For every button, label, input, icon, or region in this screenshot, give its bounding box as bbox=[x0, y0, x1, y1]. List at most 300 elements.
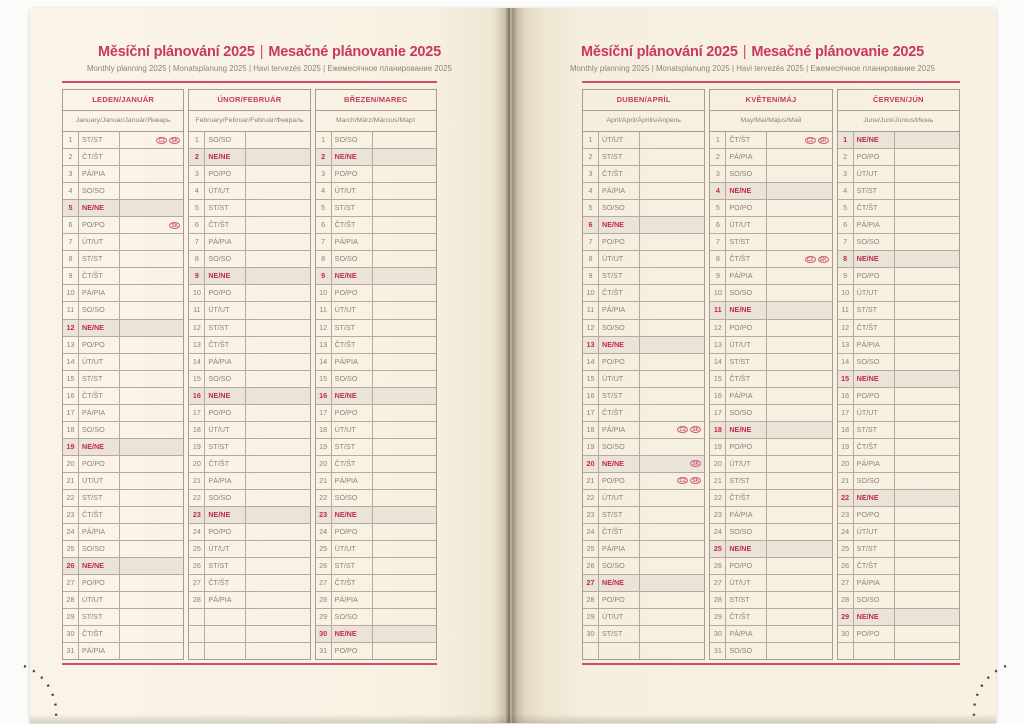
day-number: 2 bbox=[710, 149, 726, 165]
day-row bbox=[316, 490, 436, 507]
notes-cell bbox=[895, 268, 959, 284]
day-row bbox=[63, 609, 183, 626]
notes-cell bbox=[246, 320, 309, 336]
notes-cell bbox=[120, 609, 183, 625]
day-row bbox=[838, 268, 959, 285]
day-abbrev: ÚT/UT bbox=[79, 592, 120, 608]
bottom-rule bbox=[582, 663, 960, 665]
day-row bbox=[63, 302, 183, 319]
notes-cell bbox=[767, 268, 831, 284]
notes-cell bbox=[120, 405, 183, 421]
day-number: 4 bbox=[838, 183, 854, 199]
day-number: 20 bbox=[838, 456, 854, 472]
notes-cell bbox=[640, 132, 704, 148]
day-number: 18 bbox=[189, 422, 205, 438]
day-abbrev: NE/NE bbox=[79, 439, 120, 455]
day-number: 19 bbox=[583, 439, 599, 455]
day-row bbox=[710, 507, 831, 524]
day-abbrev: ÚT/UT bbox=[599, 371, 640, 387]
day-abbrev: ČT/ŠT bbox=[79, 626, 120, 642]
day-abbrev: PO/PO bbox=[726, 200, 767, 216]
notes-cell bbox=[895, 132, 959, 148]
day-row bbox=[838, 388, 959, 405]
day-row-sunday bbox=[710, 541, 831, 558]
day-abbrev: NE/NE bbox=[854, 490, 895, 506]
day-number: 4 bbox=[63, 183, 79, 199]
day-number: 25 bbox=[710, 541, 726, 557]
day-abbrev: ÚT/UT bbox=[726, 456, 767, 472]
day-number: 23 bbox=[63, 507, 79, 523]
day-row bbox=[189, 320, 309, 337]
day-abbrev: ST/ST bbox=[599, 149, 640, 165]
day-number: 9 bbox=[189, 268, 205, 284]
notes-cell bbox=[373, 490, 436, 506]
day-row-sunday bbox=[189, 268, 309, 285]
notes-cell bbox=[373, 643, 436, 659]
day-number: 19 bbox=[838, 439, 854, 455]
day-abbrev: ST/ST bbox=[79, 251, 120, 267]
day-row bbox=[189, 234, 309, 251]
day-abbrev bbox=[205, 643, 246, 659]
notes-cell bbox=[640, 422, 704, 438]
page-bottom-shade bbox=[30, 714, 509, 723]
notes-cell bbox=[120, 268, 183, 284]
notes-cell bbox=[373, 371, 436, 387]
day-row bbox=[316, 183, 436, 200]
day-number: 23 bbox=[583, 507, 599, 523]
day-row bbox=[63, 285, 183, 302]
notes-cell bbox=[246, 371, 309, 387]
day-row bbox=[316, 575, 436, 592]
notes-cell bbox=[895, 422, 959, 438]
day-number: 17 bbox=[316, 405, 332, 421]
day-row bbox=[838, 166, 959, 183]
day-abbrev: NE/NE bbox=[854, 251, 895, 267]
day-number: 10 bbox=[583, 285, 599, 301]
day-abbrev: ÚT/UT bbox=[79, 234, 120, 250]
day-row bbox=[710, 405, 831, 422]
day-number: 29 bbox=[583, 609, 599, 625]
day-abbrev: PÁ/PIA bbox=[599, 302, 640, 318]
holiday-badge-sk: SK bbox=[690, 426, 701, 433]
months-grid bbox=[582, 89, 960, 660]
notes-cell bbox=[246, 456, 309, 472]
day-number: 23 bbox=[316, 507, 332, 523]
day-number: 26 bbox=[838, 558, 854, 574]
day-number: 24 bbox=[316, 524, 332, 540]
day-abbrev: NE/NE bbox=[205, 149, 246, 165]
day-number: 23 bbox=[838, 507, 854, 523]
notes-cell bbox=[767, 200, 831, 216]
day-number: 7 bbox=[316, 234, 332, 250]
day-row bbox=[838, 405, 959, 422]
day-abbrev: PO/PO bbox=[332, 285, 373, 301]
day-row bbox=[316, 643, 436, 659]
day-row bbox=[316, 558, 436, 575]
notes-cell bbox=[373, 541, 436, 557]
day-abbrev: ČT/ŠT bbox=[726, 132, 767, 148]
day-number: 27 bbox=[583, 575, 599, 591]
notes-cell bbox=[895, 320, 959, 336]
page-title-slovak: Mesačné plánovanie 2025 bbox=[751, 44, 925, 60]
left-page bbox=[30, 8, 509, 723]
day-abbrev: ÚT/UT bbox=[599, 609, 640, 625]
day-abbrev: ÚT/UT bbox=[726, 337, 767, 353]
day-number: 18 bbox=[710, 422, 726, 438]
day-number: 30 bbox=[583, 626, 599, 642]
day-row bbox=[583, 371, 704, 388]
notes-cell bbox=[246, 507, 309, 523]
day-row bbox=[316, 371, 436, 388]
notes-cell bbox=[373, 558, 436, 574]
day-number: 28 bbox=[838, 592, 854, 608]
day-row bbox=[316, 405, 436, 422]
day-number: 7 bbox=[583, 234, 599, 250]
notes-cell bbox=[120, 200, 183, 216]
day-number: 28 bbox=[63, 592, 79, 608]
day-row bbox=[63, 405, 183, 422]
day-abbrev: PO/PO bbox=[79, 575, 120, 591]
notes-cell bbox=[640, 575, 704, 591]
notes-cell bbox=[895, 592, 959, 608]
day-number: 27 bbox=[316, 575, 332, 591]
day-number: 13 bbox=[838, 337, 854, 353]
day-abbrev: SO/SO bbox=[599, 558, 640, 574]
holiday-badge-sk: SK bbox=[818, 256, 829, 263]
day-row bbox=[710, 456, 831, 473]
day-row bbox=[583, 541, 704, 558]
notes-cell bbox=[246, 558, 309, 574]
day-number: 2 bbox=[63, 149, 79, 165]
day-abbrev: ČT/ŠT bbox=[332, 575, 373, 591]
day-number: 1 bbox=[189, 132, 205, 148]
notes-cell bbox=[373, 354, 436, 370]
day-row bbox=[63, 268, 183, 285]
day-number: 18 bbox=[838, 422, 854, 438]
day-number: 12 bbox=[316, 320, 332, 336]
notes-cell bbox=[895, 183, 959, 199]
day-abbrev: ST/ST bbox=[854, 422, 895, 438]
day-abbrev: SO/SO bbox=[854, 354, 895, 370]
month-name-label: ÚNOR/FEBRUÁR bbox=[189, 90, 309, 111]
day-number: 29 bbox=[838, 609, 854, 625]
day-abbrev: NE/NE bbox=[79, 558, 120, 574]
notes-cell bbox=[373, 302, 436, 318]
day-row bbox=[838, 524, 959, 541]
notes-cell bbox=[767, 609, 831, 625]
notes-cell bbox=[246, 217, 309, 233]
day-abbrev: SO/SO bbox=[599, 320, 640, 336]
day-row bbox=[63, 626, 183, 643]
notes-cell bbox=[640, 200, 704, 216]
day-abbrev: PÁ/PIA bbox=[205, 473, 246, 489]
notes-cell bbox=[246, 575, 309, 591]
day-row bbox=[710, 626, 831, 643]
day-row bbox=[189, 575, 309, 592]
month-languages-label: January/Januar/Január/Январь bbox=[63, 111, 183, 132]
day-abbrev: ČT/ŠT bbox=[332, 217, 373, 233]
day-number: 19 bbox=[710, 439, 726, 455]
day-number: 20 bbox=[583, 456, 599, 472]
day-abbrev: SO/SO bbox=[332, 371, 373, 387]
notes-cell bbox=[895, 166, 959, 182]
day-abbrev: ST/ST bbox=[726, 354, 767, 370]
page-bottom-shade bbox=[509, 714, 996, 723]
day-row bbox=[316, 302, 436, 319]
day-number: 11 bbox=[63, 302, 79, 318]
day-number: 16 bbox=[583, 388, 599, 404]
day-number: 6 bbox=[316, 217, 332, 233]
notes-cell bbox=[767, 285, 831, 301]
day-number: 1 bbox=[710, 132, 726, 148]
day-row bbox=[583, 285, 704, 302]
notes-cell bbox=[895, 337, 959, 353]
day-number: 5 bbox=[710, 200, 726, 216]
day-row bbox=[710, 388, 831, 405]
day-abbrev: NE/NE bbox=[79, 200, 120, 216]
day-row bbox=[316, 473, 436, 490]
day-abbrev: PO/PO bbox=[332, 405, 373, 421]
day-abbrev: PÁ/PIA bbox=[79, 405, 120, 421]
day-row bbox=[583, 439, 704, 456]
notes-cell bbox=[120, 234, 183, 250]
day-abbrev: ST/ST bbox=[205, 558, 246, 574]
notes-cell bbox=[246, 388, 309, 404]
notes-cell bbox=[767, 558, 831, 574]
day-row bbox=[63, 217, 183, 234]
day-number: 3 bbox=[63, 166, 79, 182]
notes-cell bbox=[895, 643, 959, 659]
notes-cell bbox=[373, 473, 436, 489]
notes-cell bbox=[640, 285, 704, 301]
notes-cell bbox=[767, 320, 831, 336]
day-row-sunday bbox=[63, 439, 183, 456]
notes-cell bbox=[373, 166, 436, 182]
day-row bbox=[583, 490, 704, 507]
day-abbrev: ÚT/UT bbox=[332, 422, 373, 438]
day-row bbox=[583, 166, 704, 183]
day-row bbox=[316, 234, 436, 251]
day-row bbox=[316, 541, 436, 558]
day-abbrev: PÁ/PIA bbox=[854, 456, 895, 472]
day-row bbox=[838, 592, 959, 609]
notes-cell bbox=[373, 337, 436, 353]
day-row bbox=[583, 643, 704, 659]
month-name-label: KVĚTEN/MÁJ bbox=[710, 90, 831, 111]
day-number: 31 bbox=[316, 643, 332, 659]
day-number: 2 bbox=[189, 149, 205, 165]
day-abbrev: PÁ/PIA bbox=[205, 234, 246, 250]
notes-cell bbox=[373, 285, 436, 301]
day-number: 10 bbox=[189, 285, 205, 301]
day-row bbox=[710, 354, 831, 371]
notes-cell bbox=[640, 183, 704, 199]
day-abbrev: NE/NE bbox=[599, 217, 640, 233]
notes-cell bbox=[120, 524, 183, 540]
day-abbrev: ČT/ŠT bbox=[599, 405, 640, 421]
day-number: 30 bbox=[316, 626, 332, 642]
day-abbrev: PÁ/PIA bbox=[726, 507, 767, 523]
day-number: 19 bbox=[189, 439, 205, 455]
notes-cell bbox=[640, 609, 704, 625]
day-row bbox=[63, 251, 183, 268]
day-abbrev: PO/PO bbox=[205, 285, 246, 301]
notes-cell bbox=[767, 302, 831, 318]
day-abbrev: PO/PO bbox=[332, 166, 373, 182]
notes-cell bbox=[640, 337, 704, 353]
notes-cell bbox=[767, 422, 831, 438]
day-row bbox=[316, 251, 436, 268]
notes-cell bbox=[246, 422, 309, 438]
day-number: 12 bbox=[189, 320, 205, 336]
day-row bbox=[316, 200, 436, 217]
day-number: 8 bbox=[316, 251, 332, 267]
page-title bbox=[30, 44, 509, 60]
page-title-slovak: Mesačné plánovanie 2025 bbox=[268, 44, 442, 60]
day-abbrev: ČT/ŠT bbox=[599, 524, 640, 540]
page-title bbox=[509, 44, 996, 60]
notes-cell bbox=[640, 507, 704, 523]
day-abbrev: ST/ST bbox=[205, 320, 246, 336]
month-table bbox=[837, 89, 960, 660]
notes-cell bbox=[640, 626, 704, 642]
title-divider: | bbox=[259, 44, 264, 60]
day-number: 26 bbox=[63, 558, 79, 574]
day-abbrev: PO/PO bbox=[79, 456, 120, 472]
day-row bbox=[583, 592, 704, 609]
day-row bbox=[583, 302, 704, 319]
day-number: 23 bbox=[189, 507, 205, 523]
day-abbrev bbox=[205, 609, 246, 625]
day-number: 28 bbox=[710, 592, 726, 608]
day-row bbox=[710, 149, 831, 166]
day-number: 14 bbox=[316, 354, 332, 370]
day-row bbox=[583, 388, 704, 405]
day-number: 11 bbox=[583, 302, 599, 318]
day-abbrev: ČT/ŠT bbox=[726, 251, 767, 267]
day-number: 14 bbox=[63, 354, 79, 370]
notes-cell bbox=[640, 541, 704, 557]
notes-cell bbox=[767, 337, 831, 353]
notes-cell bbox=[895, 285, 959, 301]
day-abbrev: PO/PO bbox=[205, 405, 246, 421]
month-languages-label: March/März/Március/Март bbox=[316, 111, 436, 132]
day-row bbox=[710, 337, 831, 354]
day-number: 7 bbox=[189, 234, 205, 250]
day-abbrev: ST/ST bbox=[854, 541, 895, 557]
day-row bbox=[189, 166, 309, 183]
day-number: 13 bbox=[710, 337, 726, 353]
day-row bbox=[710, 371, 831, 388]
day-row bbox=[710, 524, 831, 541]
day-number: 28 bbox=[189, 592, 205, 608]
day-abbrev: ST/ST bbox=[599, 388, 640, 404]
day-number: 17 bbox=[710, 405, 726, 421]
day-number: 9 bbox=[710, 268, 726, 284]
day-number: 16 bbox=[838, 388, 854, 404]
day-number: 21 bbox=[710, 473, 726, 489]
day-number: 12 bbox=[63, 320, 79, 336]
day-row bbox=[189, 558, 309, 575]
month-languages-label: April/April/Április/Апрель bbox=[583, 111, 704, 132]
day-number: 3 bbox=[710, 166, 726, 182]
day-row bbox=[710, 268, 831, 285]
day-row bbox=[189, 132, 309, 149]
notes-cell bbox=[373, 456, 436, 472]
day-row bbox=[838, 337, 959, 354]
day-abbrev: ÚT/UT bbox=[205, 422, 246, 438]
notes-cell bbox=[120, 490, 183, 506]
notes-cell bbox=[767, 149, 831, 165]
notes-cell bbox=[120, 456, 183, 472]
day-row-sunday bbox=[838, 251, 959, 268]
day-abbrev: ST/ST bbox=[332, 558, 373, 574]
day-row bbox=[838, 354, 959, 371]
day-abbrev: PO/PO bbox=[599, 473, 640, 489]
day-abbrev: ÚT/UT bbox=[79, 354, 120, 370]
day-abbrev: PO/PO bbox=[79, 217, 120, 233]
page-subtitle: Monthly planning 2025 | Monatsplanung 2025 | Havi tervezés 2025 | Ежемесячное планирование 2025 bbox=[570, 64, 935, 73]
day-number: 26 bbox=[189, 558, 205, 574]
day-row bbox=[838, 558, 959, 575]
notes-cell bbox=[246, 643, 309, 659]
day-abbrev: ST/ST bbox=[332, 320, 373, 336]
day-row bbox=[583, 626, 704, 643]
day-number: 25 bbox=[838, 541, 854, 557]
day-abbrev: NE/NE bbox=[726, 302, 767, 318]
day-row bbox=[316, 439, 436, 456]
day-number: 10 bbox=[63, 285, 79, 301]
day-abbrev: PÁ/PIA bbox=[854, 575, 895, 591]
day-row bbox=[710, 473, 831, 490]
notes-cell bbox=[373, 251, 436, 267]
day-number: 7 bbox=[63, 234, 79, 250]
page-title-czech: Měsíční plánování 2025 bbox=[97, 44, 255, 60]
day-row bbox=[838, 217, 959, 234]
day-number bbox=[838, 643, 854, 659]
day-number: 24 bbox=[63, 524, 79, 540]
day-row bbox=[316, 132, 436, 149]
notes-cell bbox=[640, 268, 704, 284]
day-row bbox=[583, 558, 704, 575]
holiday-badge-sk: SK bbox=[818, 137, 829, 144]
day-abbrev: PO/PO bbox=[854, 507, 895, 523]
day-abbrev: SO/SO bbox=[854, 473, 895, 489]
day-number: 30 bbox=[63, 626, 79, 642]
day-number: 1 bbox=[316, 132, 332, 148]
day-number: 16 bbox=[63, 388, 79, 404]
day-row bbox=[838, 302, 959, 319]
day-abbrev: PO/PO bbox=[599, 592, 640, 608]
day-number: 6 bbox=[710, 217, 726, 233]
notes-cell bbox=[895, 200, 959, 216]
day-abbrev: ÚT/UT bbox=[854, 285, 895, 301]
day-row-sunday bbox=[189, 388, 309, 405]
day-abbrev: ST/ST bbox=[599, 507, 640, 523]
day-abbrev: ST/ST bbox=[79, 609, 120, 625]
day-row bbox=[189, 217, 309, 234]
day-abbrev bbox=[854, 643, 895, 659]
notes-cell bbox=[640, 320, 704, 336]
notes-cell bbox=[767, 217, 831, 233]
day-abbrev: ST/ST bbox=[205, 439, 246, 455]
day-row-sunday bbox=[316, 626, 436, 643]
notes-cell bbox=[767, 507, 831, 523]
day-row-sunday bbox=[583, 217, 704, 234]
day-number: 28 bbox=[583, 592, 599, 608]
day-number: 16 bbox=[316, 388, 332, 404]
day-number bbox=[189, 609, 205, 625]
